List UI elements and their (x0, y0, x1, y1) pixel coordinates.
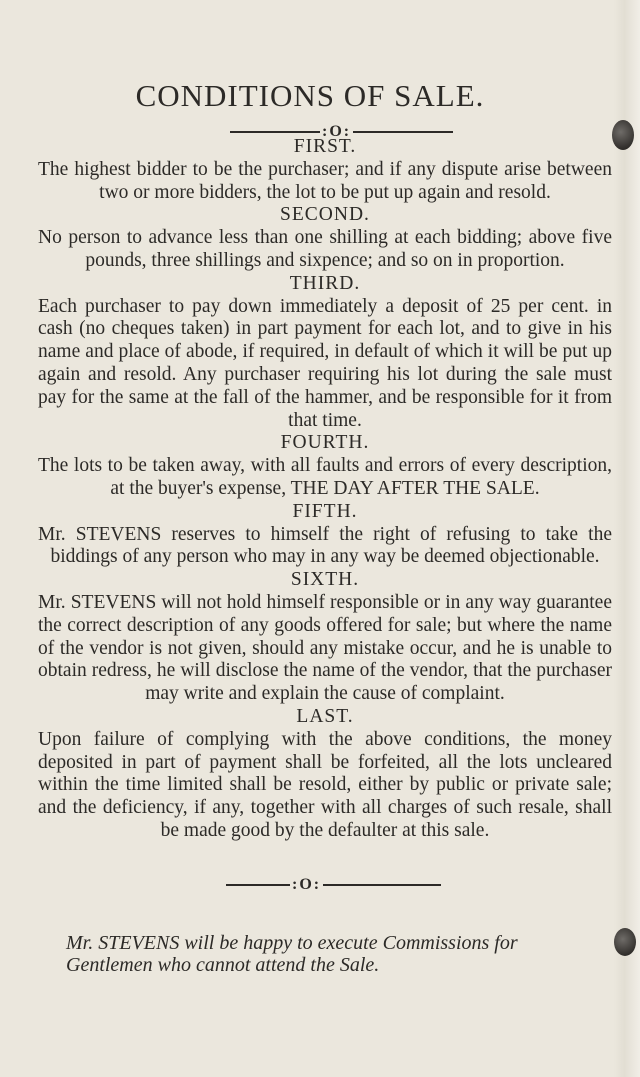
section-heading-third: THIRD. (289, 272, 361, 294)
conditions-list (38, 136, 612, 843)
section-heading-sixth: SIXTH. (290, 569, 360, 591)
section-text-last: Upon failure of complying with the above conditions, the money deposited in part of payment shall be forfeited, all the lots uncleared within the time limited shall be resold, either by public or private sale; and the deficiency, if any, together with all charges of such resale, shall be made good by the defaulter at this sale. (38, 728, 612, 841)
separator-mark: :O: (322, 123, 352, 140)
section-text-third: Each purchaser to pay down immediately a deposit of 25 per cent. in cash (no cheques taken) in part payment for each lot, and to give in his name and place of abode, if required, in default of which it will be put up again and resold. Any purchaser requiring his lot during the sale must pay for the same at the fall of the hammer, and be responsible for it from that time. (38, 295, 612, 431)
section-heading-fourth: FOURTH. (280, 432, 370, 454)
section-text-sixth: Mr. STEVENS will not hold himself responsible or in any way guarantee the correct description of any goods offered for sale; but where the name of the vendor is not given, should any mistake occur, and he is unable to obtain redress, he will disclose the name of the vendor, that the purchaser may write and explain the cause of complaint. (38, 591, 612, 705)
binding-hole-top (612, 120, 634, 150)
separator-line (226, 884, 290, 886)
section-text-second: No person to advance less than one shilling at each bidding; above five pounds, three shillings and sixpence; and so on in proportion. (38, 227, 612, 271)
section-heading-fifth: FIFTH. (292, 500, 358, 522)
separator-mark: :O: (292, 876, 322, 893)
section-heading-last: LAST. (296, 705, 354, 727)
section-heading-first: FIRST. (293, 136, 357, 157)
page-title: CONDITIONS OF SALE. (135, 78, 485, 113)
separator-line (230, 131, 320, 133)
bottom-separator (226, 876, 441, 894)
commissions-note: Mr. STEVENS will be happy to execute Commissions for Gentlemen who cannot attend the Sale. (66, 932, 518, 976)
section-text-first: The highest bidder to be the purchaser; and if any dispute arise between two or more bidders, the lot to be put up again and resold. (38, 158, 612, 203)
section-text-fourth: The lots to be taken away, with all faults and errors of every description, at the buyer's expense, THE DAY AFTER THE SALE. (38, 455, 612, 499)
section-text-fifth: Mr. STEVENS reserves to himself the right of refusing to take the biddings of any person who may in any way be deemed objectionable. (38, 523, 612, 568)
page-edge-strip (614, 0, 640, 1077)
separator-line (353, 131, 453, 133)
binding-hole-bottom (614, 928, 636, 956)
separator-line (323, 884, 441, 886)
section-heading-second: SECOND. (280, 204, 370, 226)
